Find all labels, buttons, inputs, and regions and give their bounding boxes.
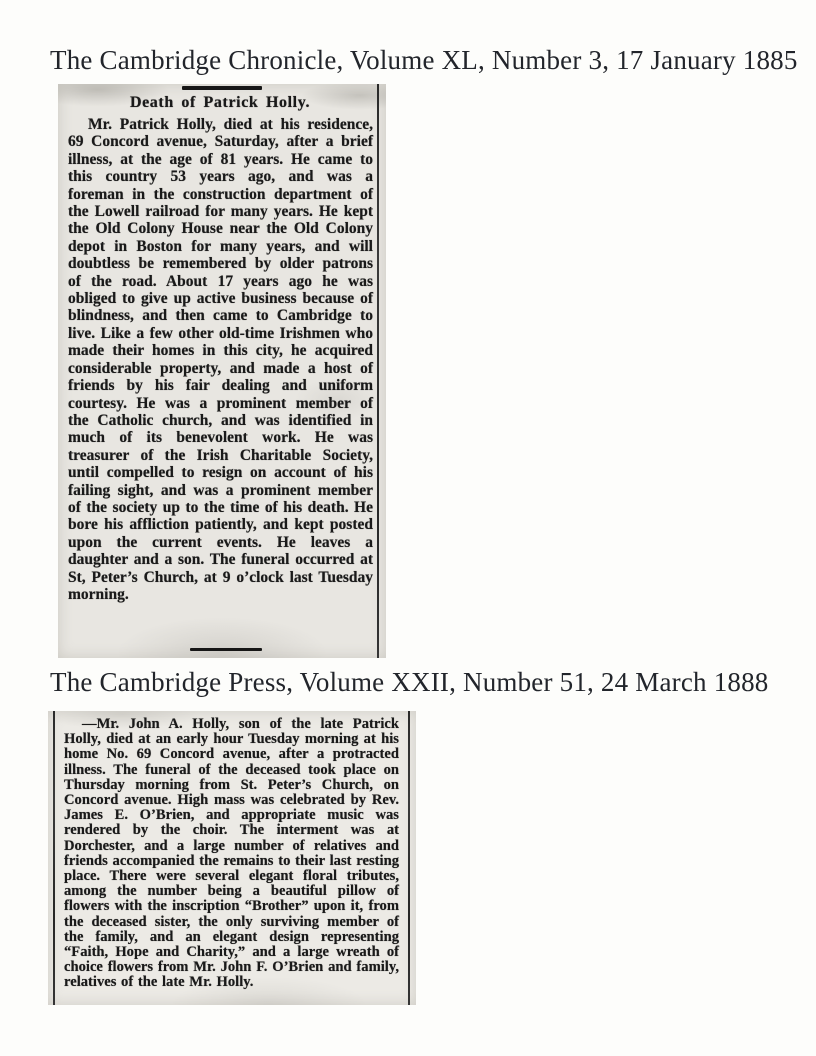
obituary-body-text: —Mr. John A. Holly, son of the late Patrick Holly, died at an early hour Tuesday morning at his home No. 69 Concord avenue, after a protracted illness. The funeral of the deceased took place on Thursday morning from St. Peter’s Church, on Concord avenue. High mass was celebrated by Rev. James E. O’Brien, and appropriate music was rendered by the choir. The interment was at Dorchester, and a large number of relatives and friends accompanied the remains to their last resting place. There were several elegant floral tributes, among the number being a beautiful pillow of flowers with the inscription “Brother” upon it, from the deceased sister, the only surviving member of the family, and an elegant design representing “Faith, Hope and Charity,” and a large wreath of choice flowers from Mr. John F. O’Brien and family, relatives of the late Mr. Holly.	[64, 716, 399, 991]
chronicle-obituary-clipping	[58, 84, 386, 658]
clipping-top-rule	[182, 86, 262, 90]
column-rule-left	[53, 711, 55, 1005]
press-obituary-clipping	[48, 711, 416, 1005]
obituary-headline: Death of Patrick Holly.	[129, 94, 311, 111]
column-rule-right	[377, 84, 379, 658]
column-rule-right	[408, 711, 410, 1005]
clipping-divider-rule	[190, 648, 262, 651]
chronicle-issue-heading: The Cambridge Chronicle, Volume XL, Number 3, 17 January 1885	[50, 45, 798, 75]
press-issue-heading: The Cambridge Press, Volume XXII, Number 51, 24 March 1888	[50, 667, 769, 697]
obituary-body-text: Mr. Patrick Holly, died at his residence, 69 Concord avenue, Saturday, after a brief illness, at the age of 81 years. He came to this country 53 years ago, and was a foreman in the construction department of the Lowell railroad for many years. He kept the Old Colony House near the Old Colony depot in Boston for many years, and will doubtless be remembered by older patrons of the road. About 17 years ago he was obliged to give up active business because of blindness, and then came to Cambridge to live. Like a few other old-time Irishmen who made their homes in this city, he acquired considerable property, and made a host of friends by his fair dealing and uniform courtesy. He was a prominent member of the Catholic church, and was identified in much of its benevolent work. He was treasurer of the Irish Charitable Society, until compelled to resign on account of his failing sight, and was a prominent member of the society up to the time of his death. He bore his affliction patiently, and kept posted upon the current events. He leaves a daughter and a son. The funeral occurred at St, Peter’s Church, at 9 o’clock last Tuesday morning.	[68, 116, 373, 603]
